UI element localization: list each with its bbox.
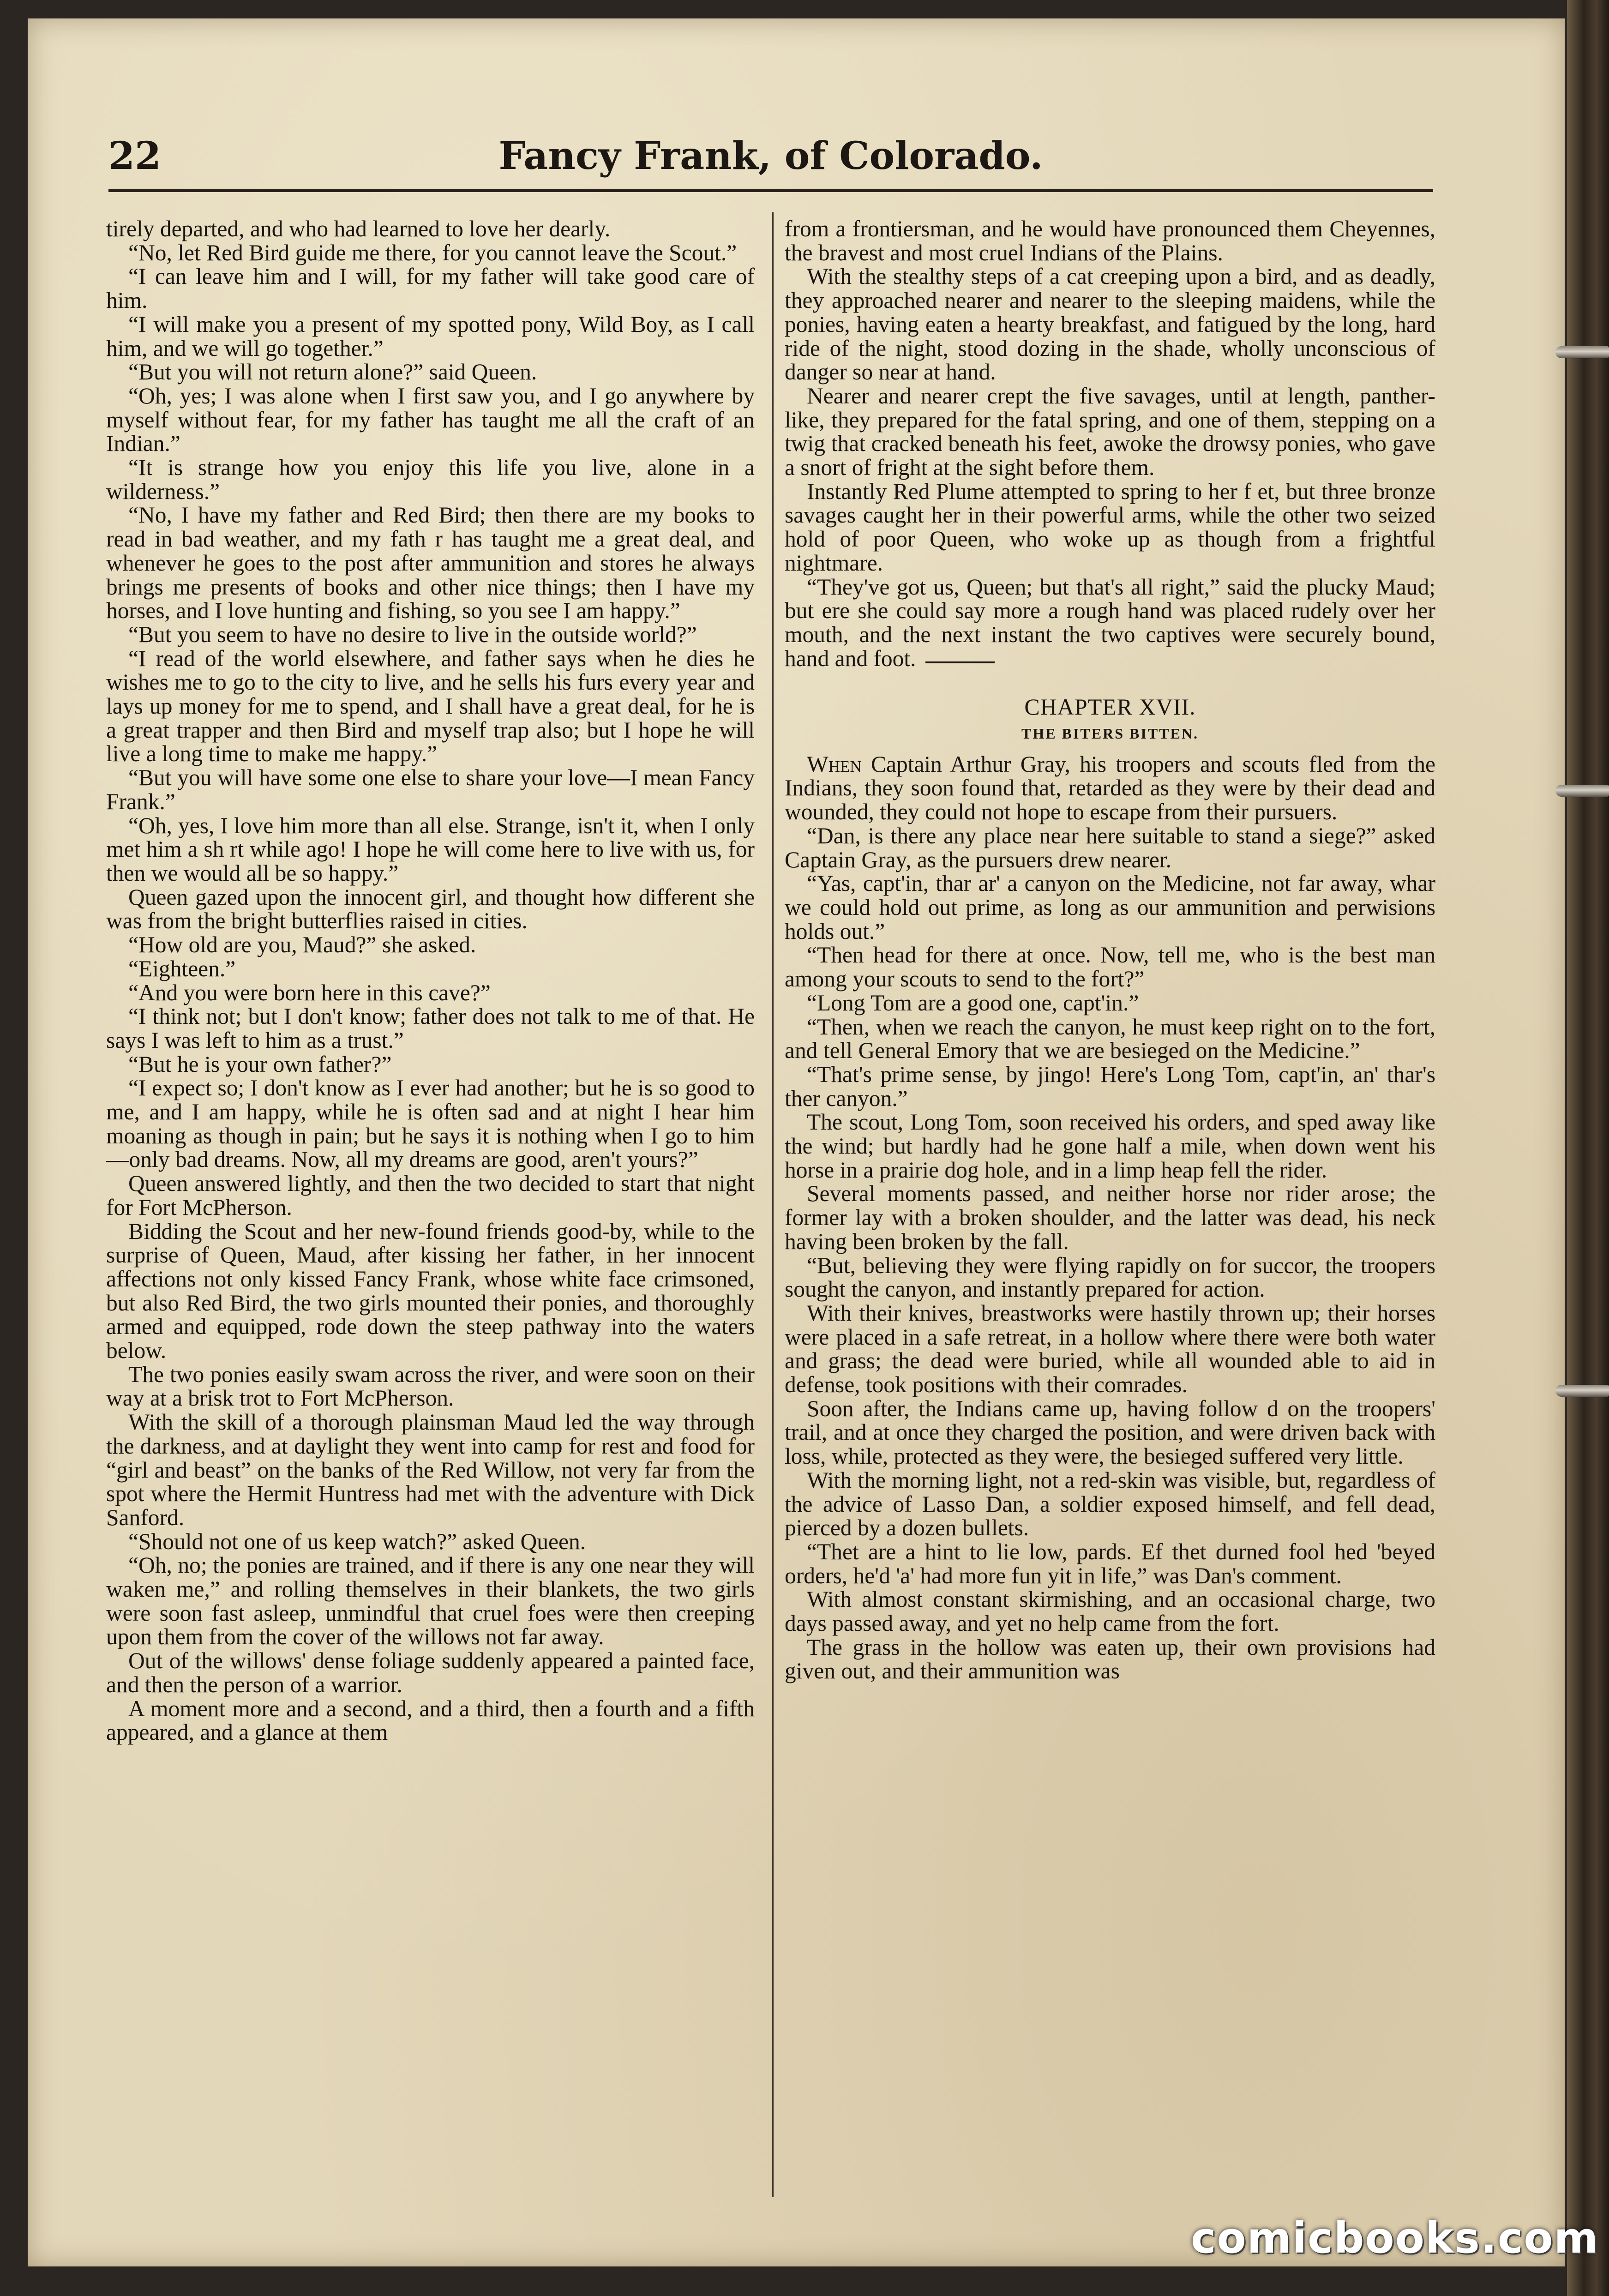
paragraph: “I think not; but I don't know; father does not talk to me of that. He says I was left to him as a trust.” bbox=[106, 1004, 755, 1053]
paragraph: “They've got us, Queen; but that's all right,” said the plucky Maud; but ere she could say more a rough hand was placed rudely over her mouth, and the next instant the two captives were securely bound, hand and foot. bbox=[785, 574, 1435, 671]
paragraph: “But, believing they were flying rapidly on for succor, the troopers sought the canyon, and instantly prepared for action. bbox=[785, 1252, 1435, 1302]
paragraph: “But you seem to have no desire to live in the outside world?” bbox=[128, 621, 697, 647]
paragraph: “No, let Red Bird guide me there, for you cannot leave the Scout.” bbox=[128, 240, 737, 265]
paragraph: Several moments passed, and neither horse nor rider arose; the former lay with a broken shoulder, and the latter was dead, his neck having been broken by the fall. bbox=[785, 1181, 1435, 1254]
chapter-opening-word: When bbox=[807, 751, 862, 777]
paragraph: With almost constant skirmishing, and an occasional charge, two days passed away, and yet no help came from the fort. bbox=[785, 1587, 1435, 1636]
paragraph: Queen answered lightly, and then the two decided to start that night for Fort McPherson. bbox=[106, 1171, 755, 1220]
left-text-column bbox=[106, 217, 755, 2197]
paragraph: “Thet are a hint to lie low, pards. Ef thet durned fool hed 'beyed orders, he'd 'a' had more fun yit in life,” was Dan's comment. bbox=[785, 1539, 1435, 1588]
paragraph: “Oh, yes; I was alone when I first saw you, and I go anywhere by myself without fear, for my father has taught me all the craft of an Indian.” bbox=[106, 383, 755, 457]
right-paragraphs-after bbox=[785, 824, 1435, 1683]
paragraph: The two ponies easily swam across the river, and were soon on their way at a brisk trot to Fort McPherson. bbox=[106, 1361, 755, 1411]
site-watermark: comicbooks.com bbox=[1191, 2213, 1599, 2263]
page-number: 22 bbox=[108, 134, 162, 178]
paragraph: “But you will have some one else to share your love—I mean Fancy Frank.” bbox=[106, 765, 755, 814]
paragraph: The scout, Long Tom, soon received his orders, and sped away like the wind; but hardly had he gone half a mile, when down went his horse in a prairie dog hole, and in a limp heap fell the rider. bbox=[785, 1109, 1435, 1183]
paragraph: Queen gazed upon the innocent girl, and thought how different she was from the bright butterflies raised in cities. bbox=[106, 884, 755, 934]
chapter-heading: CHAPTER XVII. bbox=[1024, 694, 1196, 720]
paragraph: “I read of the world elsewhere, and father says when he dies he wishes me to go to the city to live, and he sells his furs every year and lays up money for me to spend, and I shall have a great deal, for he is a great trapper and then Bird and myself trap also; but I hope he will live a long time to make me happy.” bbox=[106, 645, 755, 767]
staple-lower bbox=[1555, 1385, 1609, 1397]
paragraph: “It is strange how you enjoy this life you live, alone in a wilderness.” bbox=[106, 455, 755, 504]
paragraph: With their knives, breastworks were hastily thrown up; their horses were placed in a safe retreat, in a hollow where there were both water and grass; the dead were buried, while all wounded able to aid in defense, took positions with their comrades. bbox=[785, 1300, 1435, 1398]
paragraph: Nearer and nearer crept the five savages, until at length, panther-like, they prepared for the fatal spring, and one of them, stepping on a twig that cracked beneath his feet, awoke the drowsy ponies, who gave a snort of fright at the sight before them. bbox=[785, 383, 1435, 481]
paragraph: Soon after, the Indians came up, having follow d on the troopers' trail, and at once they charged the position, and were driven back with loss, while, protected as they were, the besieged suffered very little. bbox=[785, 1395, 1435, 1469]
staple-middle bbox=[1555, 785, 1609, 797]
paragraph: A moment more and a second, and a third, then a fourth and a fifth appeared, and a glance at them bbox=[106, 1695, 755, 1745]
paragraph: “Eighteen.” bbox=[128, 956, 236, 981]
paragraph: With the morning light, not a red-skin was visible, but, regardless of the advice of Lasso Dan, a soldier exposed himself, and fell dead, pierced by a dozen bullets. bbox=[785, 1467, 1435, 1541]
chapter-opening-paragraph bbox=[785, 752, 1435, 824]
right-paragraphs-before bbox=[785, 217, 1435, 670]
page-spine-edge bbox=[1567, 0, 1609, 2296]
staple-top bbox=[1555, 346, 1609, 358]
paragraph: from a frontiersman, and he would have pronounced them Cheyennes, the bravest and most cruel Indians of the Plains. bbox=[785, 217, 1435, 265]
chapter-title: THE BITERS BITTEN. bbox=[1021, 725, 1199, 742]
paragraph: “Oh, no; the ponies are trained, and if there is any one near they will waken me,” and rolling themselves in their blankets, the two girls were soon fast asleep, unmindful that cruel foes were then creeping upon them from the cover of the willows not far away. bbox=[106, 1552, 755, 1650]
paragraph: “How old are you, Maud?” she asked. bbox=[128, 932, 476, 958]
paragraph: “Dan, is there any place near here suitable to stand a siege?” asked Captain Gray, as the pursuers drew nearer. bbox=[785, 823, 1435, 872]
header-rule bbox=[108, 189, 1433, 192]
paragraph: “But you will not return alone?” said Queen. bbox=[128, 359, 537, 385]
running-header bbox=[108, 134, 1433, 180]
running-title: Fancy Frank, of Colorado. bbox=[498, 134, 1043, 178]
paragraph: Instantly Red Plume attempted to spring to her f et, but three bronze savages caught her in their powerful arms, while the other two seized hold of poor Queen, who woke up as though from a frightful nightmare. bbox=[785, 478, 1435, 576]
column-divider bbox=[772, 212, 774, 2197]
paragraph: “Should not one of us keep watch?” asked Queen. bbox=[128, 1528, 586, 1554]
paragraph: With the stealthy steps of a cat creeping upon a bird, and as deadly, they approached nearer and nearer to the sleeping maidens, while the ponies, having eaten a hearty breakfast, and fatigued by the long, hard ride of the night, stood dozing in the shade, wholly unconscious of danger so near at hand. bbox=[785, 264, 1435, 385]
paragraph: “Oh, yes, I love him more than all else. Strange, isn't it, when I only met him a sh rt while ago! I hope he will come here to live with us, for then we would all be so happy.” bbox=[106, 812, 755, 886]
paragraph: “Long Tom are a good one, capt'in.” bbox=[807, 990, 1139, 1016]
paragraph: “And you were born here in this cave?” bbox=[128, 980, 491, 1005]
paragraph: With the skill of a thorough plainsman Maud led the way through the darkness, and at daylight they went into camp for rest and food for “girl and beast” on the banks of the Red Willow, not very far from the spot where the Hermit Huntress had met with the adventure with Dick Sanford. bbox=[106, 1409, 755, 1530]
paragraph: “Yas, capt'in, thar ar' a canyon on the Medicine, not far away, whar we could hold out prime, as long as our ammunition and perwisions holds out.” bbox=[785, 871, 1435, 944]
paragraph: Bidding the Scout and her new-found friends good-by, while to the surprise of Queen, Maud, after kissing her father, in her innocent affections not only kissed Fancy Frank, whose white face crimsoned, but also Red Bird, the two girls mounted their ponies, and thoroughly armed and equipped, rode down the steep pathway into the waters below. bbox=[106, 1218, 755, 1364]
paragraph: “I will make you a present of my spotted pony, Wild Boy, as I call him, and we will go together.” bbox=[106, 311, 755, 361]
paragraph: “I can leave him and I will, for my father will take good care of him. bbox=[106, 264, 755, 313]
chapter-opening-text: Captain Arthur Gray, his troopers and scouts fled from the Indians, they soon found that, retarded as they were by their dead and wounded, they could not hope to escape from their pursuers. bbox=[785, 751, 1435, 825]
paragraph: “Then head for there at once. Now, tell me, who is the best man among your scouts to send to the fort?” bbox=[785, 942, 1435, 992]
paragraph: The grass in the hollow was eaten up, their own provisions had given out, and their ammunition was bbox=[785, 1634, 1435, 1684]
right-text-column bbox=[785, 217, 1435, 2197]
section-end-rule bbox=[925, 661, 995, 663]
paragraph: Out of the willows' dense foliage suddenly appeared a painted face, and then the person of a warrior. bbox=[106, 1648, 755, 1697]
paragraph: “I expect so; I don't know as I ever had another; but he is so good to me, and I am happy, while he is often sad and at night I hear him moaning as though in pain; but he says it is nothing when I go to him—only bad dreams. Now, all my dreams are good, aren't yours?” bbox=[106, 1075, 755, 1172]
paragraph: “That's prime sense, by jingo! Here's Long Tom, capt'in, an' thar's ther canyon.” bbox=[785, 1061, 1435, 1111]
paragraph: “Then, when we reach the canyon, he must keep right on to the fort, and tell General Emory that we are besieged on the Medicine.” bbox=[785, 1014, 1435, 1064]
paragraph: “No, I have my father and Red Bird; then there are my books to read in bad weather, and my fath r has taught me a great deal, and whenever he goes to the post after ammunition and stores he always brings me presents of books and other nice things; then I have my horses, and I love hunting and fishing, so you see I am happy.” bbox=[106, 502, 755, 624]
paragraph: tirely departed, and who had learned to love her dearly. bbox=[106, 217, 611, 241]
paragraph: “But he is your own father?” bbox=[128, 1051, 392, 1077]
